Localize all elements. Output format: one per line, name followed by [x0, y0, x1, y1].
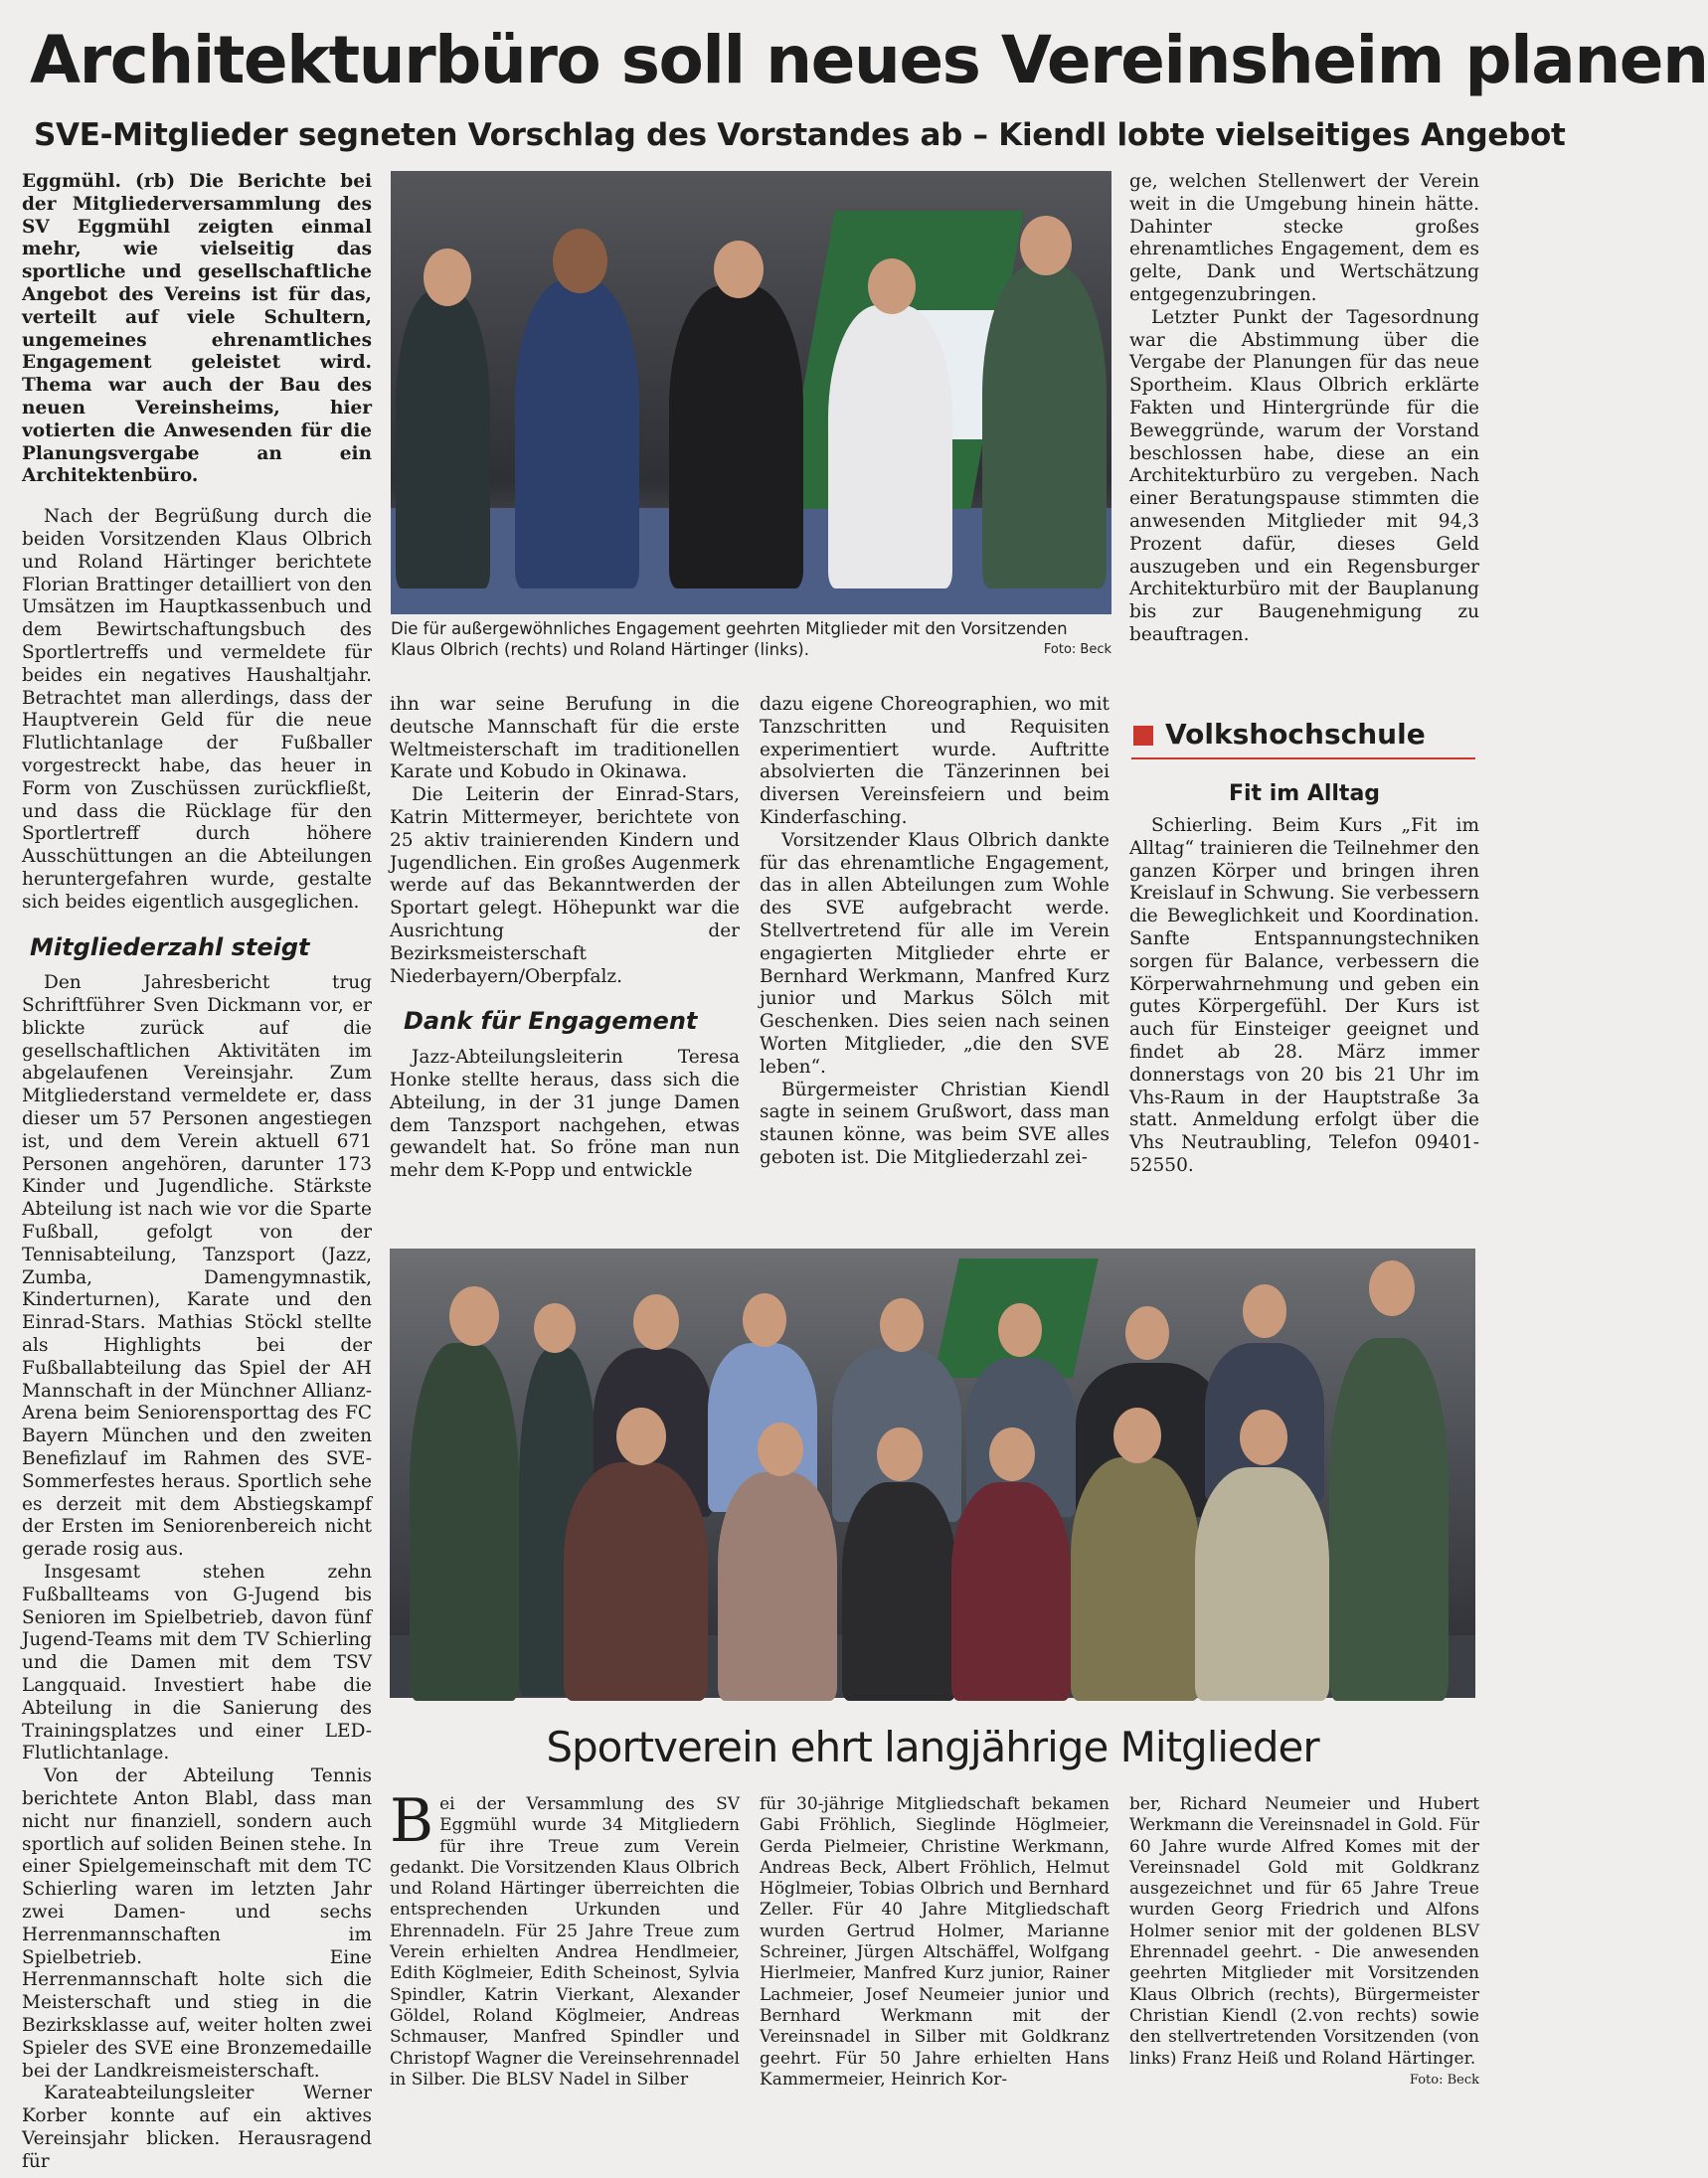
article-headline: Architekturbüro soll neues Vereinsheim planen	[30, 22, 1708, 98]
vhs-column	[1129, 815, 1479, 1178]
second-article-text: ber, Richard Neumeier und Hubert Werkmann die Vereinsnadel in Gold. Für 60 Jahre wurde Alfred Komes mit der Vereinsnadel Gold mit Goldkranz ausgezeichnet und für 65 Jahre Treue wurden Georg Friedrich und Alfons Holmer senior mit der goldenen BLSV Ehrennadel geehrt. - Die anwesenden geehrten Mitglieder mit Vorsitzenden Klaus Olbrich (rechts), Bürgermeister Christian Kiendl (2.von rechts) sowie den stellvertretenden Vorsitzenden (von links) Franz Heiß und Roland Härtinger.	[1129, 1794, 1479, 2069]
article-paragraph: dazu eigene Choreographien, wo mit Tanzschritten und Requisiten experimentiert wurde. Auftritte absolvierten die Tänzerinnen bei diversen Vereinsfeiern und beim Kinderfasching.	[760, 694, 1110, 828]
section-divider	[1131, 757, 1475, 759]
group-photo	[390, 1249, 1475, 1698]
article-paragraph: Von der Abteilung Tennis berichtete Anton Blabl, dass man nicht nur finanziell, sondern auch sportlich auf soliden Beinen stehe. In einer Spielgemeinschaft mit dem TC Schierling waren im letzten Jahr zwei Damen- und sechs Herrenmannschaften im Spielbetrieb. Eine Herrenmannschaft holte sich die Meisterschaft und stieg in die Bezirksklasse auf, weiter holten zwei Spieler des SVE eine Bronzemedaille bei der Landkreismeisterschaft.	[22, 1765, 372, 2082]
section-heading: Dank für Engagement	[404, 1007, 698, 1036]
article-column-1	[22, 171, 372, 2174]
article-paragraph: Bürgermeister Christian Kiendl sagte in seinem Grußwort, dass man staunen könne, was beim SVE alles geboten ist. Die Mitgliederzahl zei-	[760, 1079, 1110, 1168]
vhs-headline: Fit im Alltag	[1228, 781, 1381, 806]
article-column-3	[760, 694, 1110, 1170]
honorees-photo	[391, 171, 1111, 614]
section-marker-icon	[1133, 726, 1153, 746]
second-article-column-2	[760, 1794, 1110, 2091]
second-article-text: ei der Versammlung des SV Eggmühl wurde 34 Mitgliedern für ihre Treue zum Verein gedankt. Die Vorsitzenden Klaus Olbrich und Roland Härtinger überreichten die entsprechenden Urkunden und Ehrennadeln. Für 25 Jahre Treue zum Verein erhielten Andrea Hendlmeier, Edith Köglmeier, Edith Scheinost, Sylvia Spindler, Katrin Vierkant, Alexander Göldel, Roland Köglmeier, Andreas Schmauser, Manfred Spindler und Christopf Wagner die Vereinsehrennadel in Silber. Die BLSV Nadel in Silber	[390, 1794, 740, 2090]
photo-caption	[391, 618, 1111, 660]
photo-credit: Foto: Beck	[1043, 642, 1111, 657]
article-paragraph: Karateabteilungsleiter Werner Korber konnte auf ein aktives Vereinsjahr blicken. Herausragend für	[22, 2083, 372, 2172]
vhs-text: Schierling. Beim Kurs „Fit im Alltag“ trainieren die Teilnehmer den ganzen Körper und bringen ihren Kreislauf in Schwung. Sie verbessern die Beweglichkeit und Koordination. Sanfte Entspannungstechniken sorgen für Balance, verbessern die Körperwahrnehmung und geben ein gutes Körpergefühl. Der Kurs ist auch für Einsteiger geeignet und findet ab 28. März immer donnerstags von 20 bis 21 Uhr im Vhs-Raum in der Hauptstraße 3a statt. Anmeldung erfolgt über die Vhs Neutraubling, Telefon 09401-52550.	[1129, 815, 1479, 1176]
article-paragraph: Jazz-Abteilungsleiterin Teresa Honke stellte heraus, dass sich die Abteilung, in der 31 junge Damen dem Tanzsport nachgehen, etwas gewandelt hat. So fröne man nun mehr dem K-Popp und entwickle	[390, 1047, 740, 1182]
article-paragraph: Nach der Begrüßung durch die beiden Vorsitzenden Klaus Olbrich und Roland Härtinger berichtete Florian Brattinger detailliert von den Umsätzen im Hauptkassenbuch und dem Bewirtschaftungsbuch des Sportlertreffs und vermeldete für beides ein negatives Haushaltjahr. Betrachtet man allerdings, dass der Hauptverein Geld für die neue Flutlichtanlage der Fußballer vorgestreckt habe, das heuer in Form von Zuschüssen zurückfließt, und dass die Rücklage für den Sportlertreff durch höhere Ausschüttungen an die Abteilungen heruntergefahren wurde, gestalte sich beides eigentlich ausgeglichen.	[22, 506, 372, 913]
caption-text: Die für außergewöhnliches Engagement geehrten Mitglieder mit den Vorsitzenden Klaus Olbrich (rechts) und Roland Härtinger (links).	[391, 619, 1068, 659]
article-paragraph: Letzter Punkt der Tagesordnung war die Abstimmung über die Vergabe der Planungen für das neue Sportheim. Klaus Olbrich erklärte Fakten und Hintergründe für die Beweggründe, warum der Vorstand beschlossen habe, diese an ein Architekturbüro zu vergeben. Nach einer Beratungspause stimmten die anwesenden Mitglieder mit 94,3 Prozent dafür, dieses Geld auszugeben und ein Regensburger Architekturbüro mit der Bauplanung bis zur Baugenehmigung zu beauftragen.	[1129, 306, 1479, 645]
article-paragraph: Die Leiterin der Einrad-Stars, Katrin Mittermeyer, berichtete von 25 aktiv trainierenden Kindern und Jugendlichen. Ein großes Augenmerk werde auf das Bekanntwerden der Sportart gelegt. Höhepunkt war die Ausrichtung der Bezirksmeisterschaft Niederbayern/Oberpfalz.	[390, 784, 740, 987]
second-article-headline: Sportverein ehrt langjährige Mitglieder	[546, 1723, 1319, 1771]
article-subheadline: SVE-Mitglieder segneten Vorschlag des Vorstandes ab – Kiendl lobte vielseitiges Angebot	[34, 117, 1566, 153]
article-paragraph: ge, welchen Stellenwert der Verein weit in die Umgebung hinein hätte. Dahinter stecke großes ehrenamtliches Engagement, dem es gelte, Dank und Wertschätzung entgegenzubringen.	[1129, 171, 1479, 305]
article-paragraph: Den Jahresbericht trug Schriftführer Sven Dickmann vor, er blickte zurück auf die gesellschaftlichen Aktivitäten im abgelaufenen Vereinsjahr. Zum Mitgliederstand vermeldete er, dass dieser um 57 Personen angestiegen ist, und dem Verein aktuell 671 Personen angehören, darunter 173 Kinder und Jugendliche. Stärkste Abteilung ist nach wie vor die Sparte Fußball, gefolgt von der Tennisabteilung, Tanzsport (Jazz, Zumba, Damengymnastik, Kinderturnen), Karate und den Einrad-Stars. Mathias Stöckl stellte als Highlights bei der Fußballabteilung das Spiel der AH Mannschaft in der Münchner Allianz-Arena beim Seniorensporttag des FC Bayern München und den zweiten Benefizlauf im Rahmen des SVE-Sommerfestes heraus. Sportlich sehe es derzeit mit dem Abstiegskampf der Ersten im Seniorenbereich nicht gerade rosig aus.	[22, 972, 372, 1561]
second-photo-credit: Foto: Beck	[1409, 2072, 1479, 2088]
article-paragraph: Insgesamt stehen zehn Fußballteams von G-Jugend bis Senioren im Spielbetrieb, davon fünf Jugend-Teams mit dem TV Schierling und die Damen mit dem TSV Langquaid. Investiert habe die Abteilung in die Sanierung des Trainingsplatzes und einer LED-Flutlichtanlage.	[22, 1562, 372, 1764]
section-heading: Mitgliederzahl steigt	[30, 932, 310, 961]
second-article-column-1	[390, 1786, 740, 2091]
article-paragraph: ihn war seine Berufung in die deutsche Mannschaft für die erste Weltmeisterschaft im traditionellen Karate und Kobudo in Okinawa.	[390, 694, 740, 783]
article-column-4	[1129, 171, 1479, 647]
dropcap: B	[390, 1786, 434, 1856]
article-paragraph: Vorsitzender Klaus Olbrich dankte für das ehrenamtliche Engagement, das in allen Abteilungen zum Wohle des SVE aufgebracht werde. Stellvertretend für alle im Verein engagierten Mitglieder ehrte er Bernhard Werkmann, Manfred Kurz junior und Markus Sölch mit Geschenken. Dies seien nach seinen Worten Mitglieder, „die den SVE leben“.	[760, 829, 1110, 1078]
article-column-2	[390, 694, 740, 1183]
second-article-column-3	[1129, 1794, 1479, 2091]
article-lead: Eggmühl. (rb) Die Berichte bei der Mitgliederversammlung des SV Eggmühl zeigten einmal mehr, wie vielseitig das sportliche und gesellschaftliche Angebot des Vereins ist für das, verteilt auf viele Schultern, ungemeines ehrenamtliches Engagement geleistet wird. Thema war auch der Bau des neuen Vereinsheims, hier votierten die Anwesenden für die Planungsvergabe an ein Architektenbüro.	[22, 171, 372, 487]
section-label: Volkshochschule	[1165, 718, 1426, 751]
second-article-text: für 30-jährige Mitgliedschaft bekamen Gabi Fröhlich, Sieglinde Höglmeier, Gerda Pielmeier, Christine Werkmann, Andreas Beck, Albert Fröhlich, Helmut Höglmeier, Tobias Olbrich und Bernhard Zeller. Für 40 Jahre Mitgliedschaft wurden Gertrud Holmer, Marianne Schreiner, Jürgen Altschäffel, Wolfgang Hierlmeier, Manfred Kurz junior, Rainer Lachmeier, Josef Neumeier junior und Bernhard Werkmann mit der Vereinsnadel in Silber mit Goldkranz geehrt. Für 50 Jahre erhielten Hans Kammermeier, Heinrich Kor-	[760, 1794, 1110, 2090]
